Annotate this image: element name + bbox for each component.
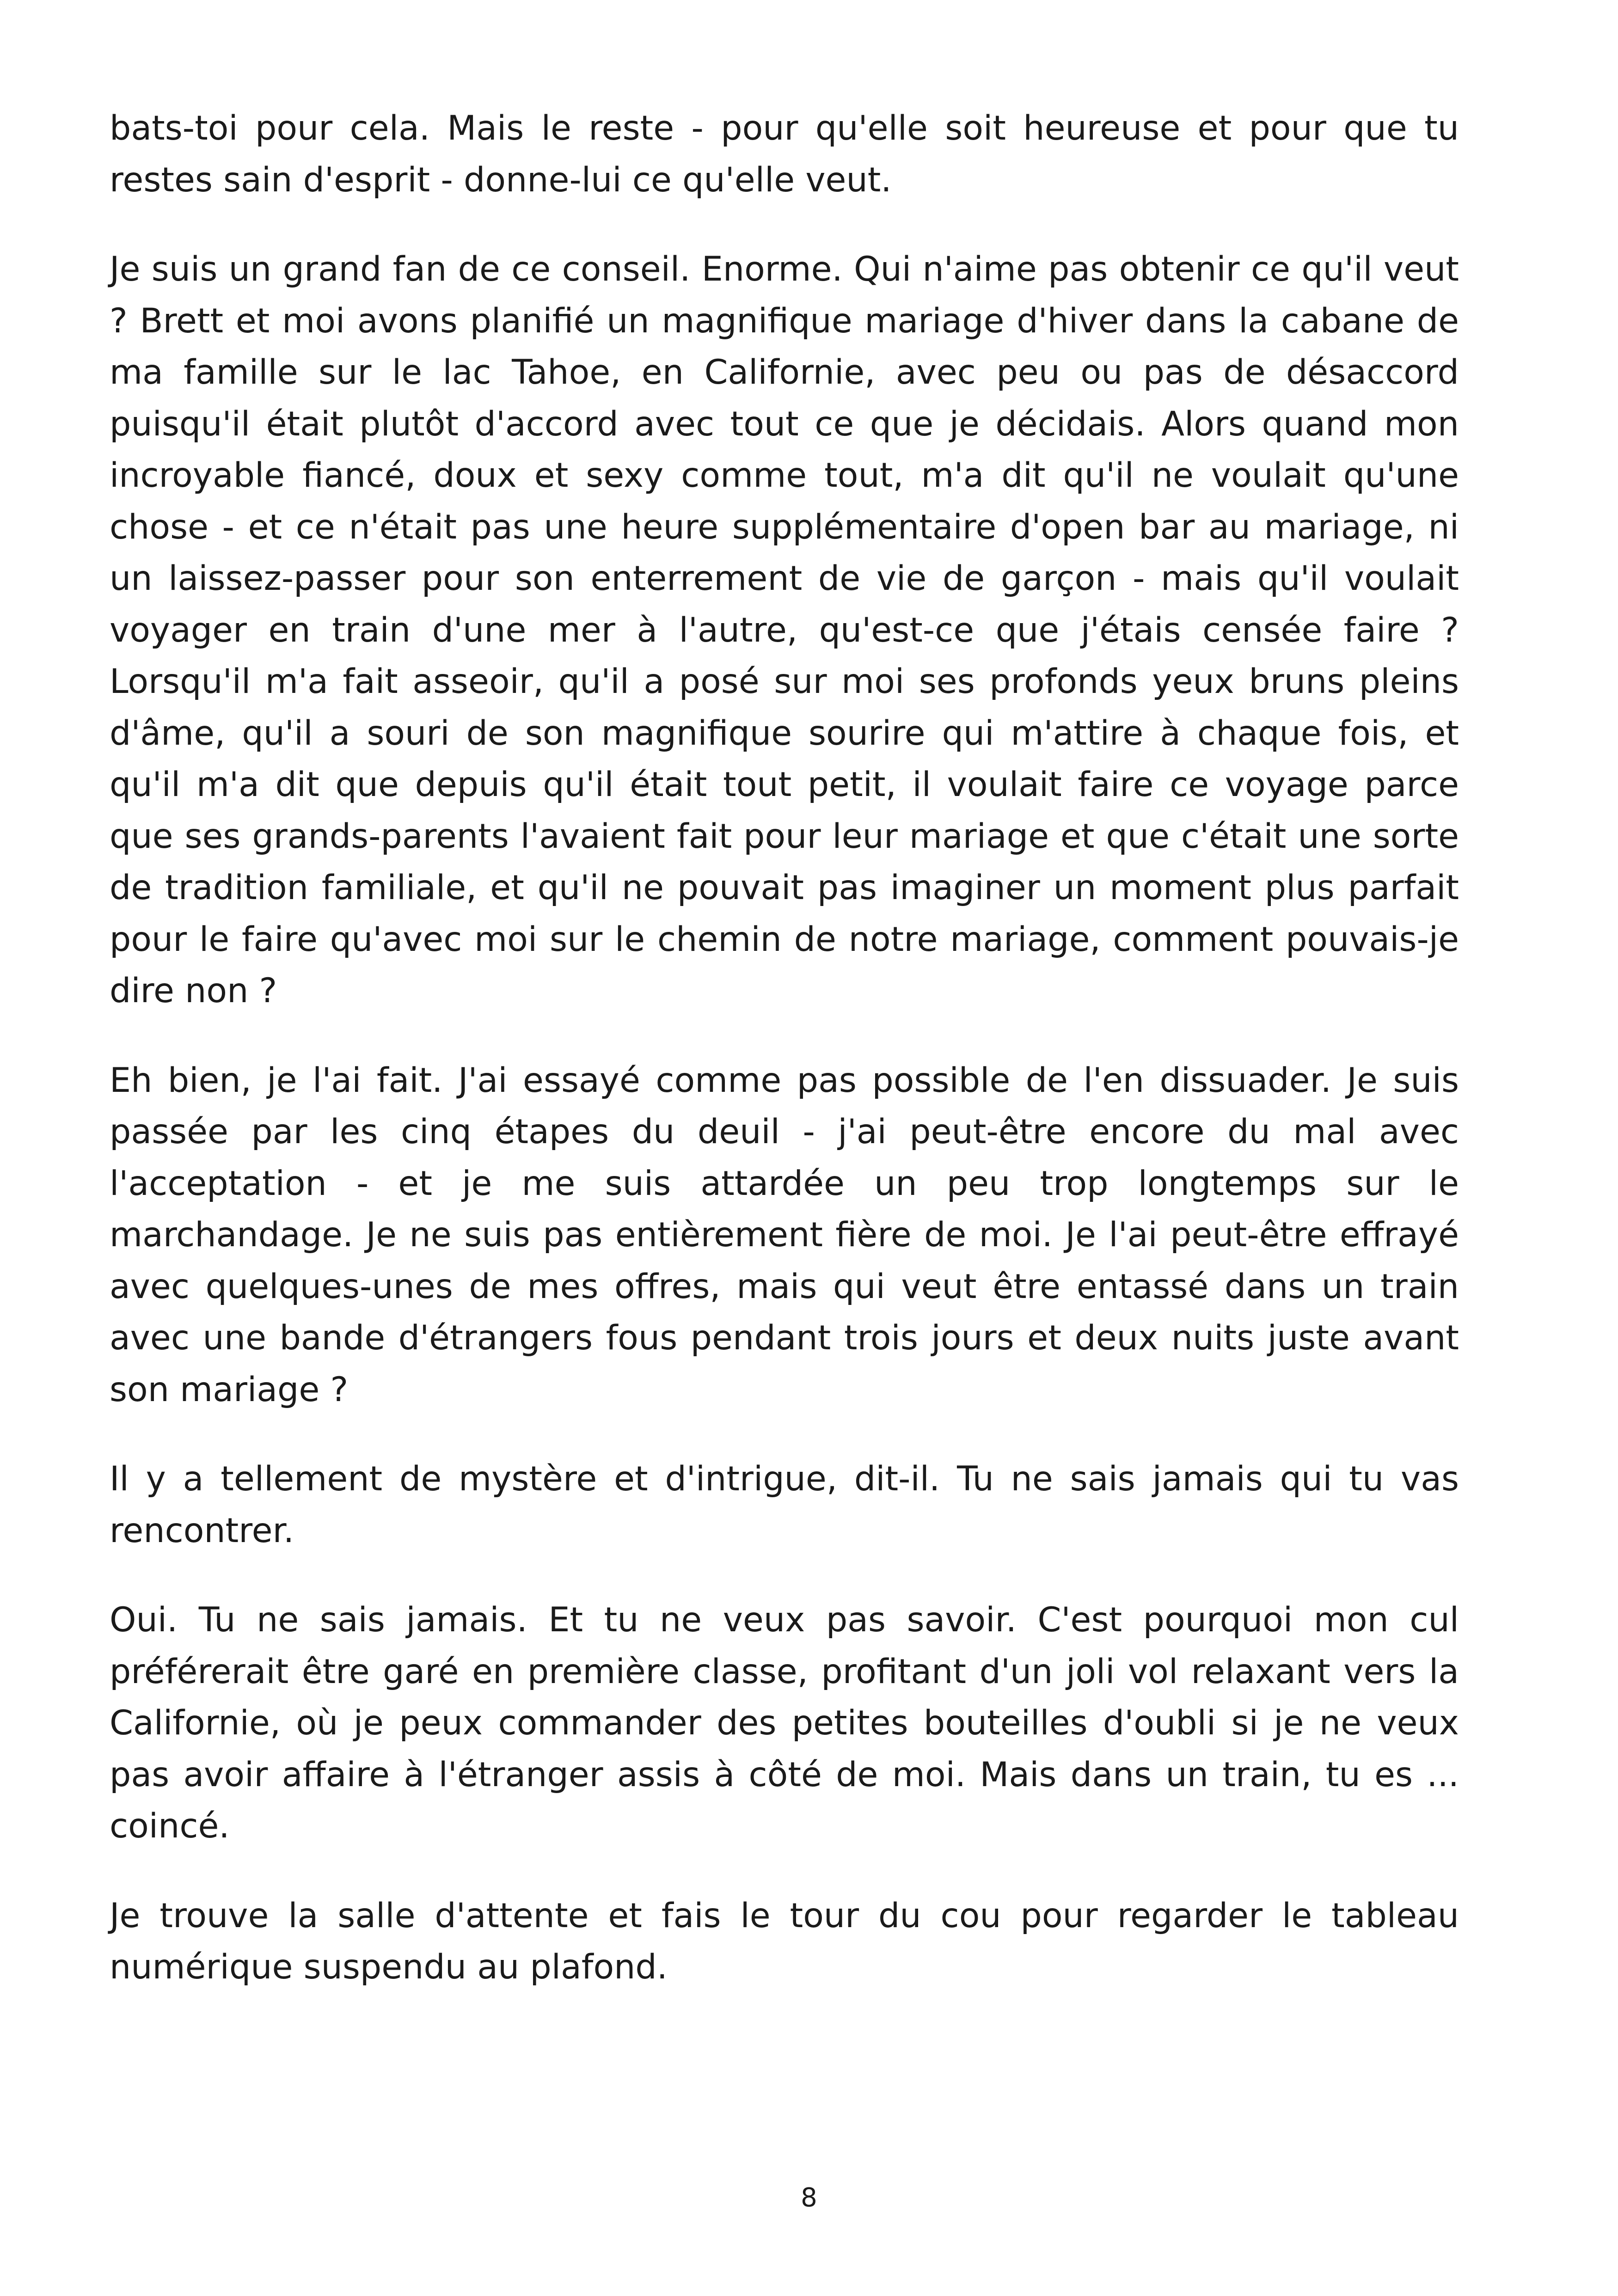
paragraph: Je trouve la salle d'attente et fais le tour du cou pour regarder le tableau numérique suspendu au plafond. — [110, 1896, 1459, 1987]
paragraph: bats-toi pour cela. Mais le reste - pour qu'elle soit heureuse et pour que tu restes sain d'esprit - donne-lui ce qu'elle veut. — [110, 109, 1459, 200]
paragraph: Oui. Tu ne sais jamais. Et tu ne veux pas savoir. C'est pourquoi mon cul préférerait être garé en première classe, profitant d'un joli vol relaxant vers la Californie, où je peux commander des petites bouteilles d'oubli si je ne veux pas avoir affaire à l'étranger assis à côté de moi. Mais dans un train, tu es ... coincé. — [110, 1600, 1459, 1846]
body-text — [110, 103, 1459, 1993]
paragraph: Eh bien, je l'ai fait. J'ai essayé comme pas possible de l'en dissuader. Je suis passée par les cinq étapes du deuil - j'ai peut-être encore du mal avec l'acceptation - et je me suis attardée un peu trop longtemps sur le marchandage. Je ne suis pas entièrement fière de moi. Je l'ai peut-être effrayé avec quelques-unes de mes offres, mais qui veut être entassé dans un train avec une bande d'étrangers fous pendant trois jours et deux nuits juste avant son mariage ? — [110, 1060, 1459, 1409]
paragraph: Il y a tellement de mystère et d'intrigue, dit-il. Tu ne sais jamais qui tu vas rencontrer. — [110, 1459, 1459, 1550]
page-number: 8 — [801, 2183, 817, 2213]
paragraph: Je suis un grand fan de ce conseil. Enorme. Qui n'aime pas obtenir ce qu'il veut ? Brett et moi avons planifié un magnifique mariage d'hiver dans la cabane de ma famille sur le lac Tahoe, en Californie, avec peu ou pas de désaccord puisqu'il était plutôt d'accord avec tout ce que je décidais. Alors quand mon incroyable fiancé, doux et sexy comme tout, m'a dit qu'il ne voulait qu'une chose - et ce n'était pas une heure supplémentaire d'open bar au mariage, ni un laissez-passer pour son enterrement de vie de garçon - mais qu'il voulait voyager en train d'une mer à l'autre, qu'est-ce que j'étais censée faire ? Lorsqu'il m'a fait asseoir, qu'il a posé sur moi ses profonds yeux bruns pleins d'âme, qu'il a souri de son magnifique sourire qui m'attire à chaque fois, et qu'il m'a dit que depuis qu'il était tout petit, il voulait faire ce voyage parce que ses grands-parents l'avaient fait pour leur mariage et que c'était une sorte de tradition familiale, et qu'il ne pouvait pas imaginer un moment plus parfait pour le faire qu'avec moi sur le chemin de notre mariage, comment pouvais-je dire non ? — [110, 250, 1459, 1010]
